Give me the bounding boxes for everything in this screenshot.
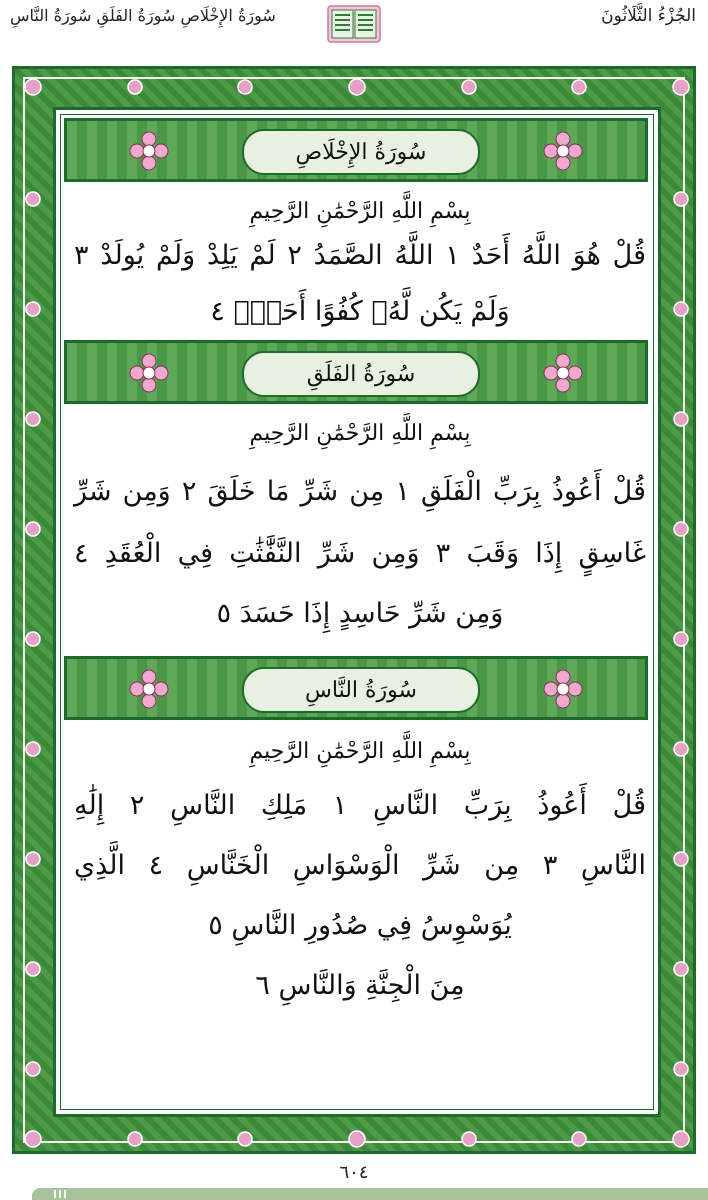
juz-title: الجُزْءُ الثَّلَاثُونَ xyxy=(601,6,696,26)
verse-line: يُوَسْوِسُ فِي صُدُورِ النَّاسِ ٥ xyxy=(208,910,512,941)
verse-line: غَاسِقٍ إِذَا وَقَبَ ٣ وَمِن شَرِّ النَّفَّٰثَٰتِ فِي الْعُقَدِ ٤ xyxy=(74,538,646,569)
basmala: بِسْمِ اللَّهِ الرَّحْمَٰنِ الرَّحِيمِ xyxy=(249,739,471,764)
surah-banner-nas xyxy=(64,656,648,720)
surah-title: سُورَةُ النَّاسِ xyxy=(305,677,417,703)
verse-line: النَّاسِ ٣ مِن شَرِّ الْوَسْوَاسِ الْخَنَّاسِ ٤ الَّذِي xyxy=(74,850,646,881)
scroll-grip-icon[interactable] xyxy=(50,1190,70,1198)
surah-banner-ikhlas xyxy=(64,118,648,182)
verse-line: قُلْ هُوَ اللَّهُ أَحَدٌ ١ اللَّهُ الصَّمَدُ ٢ لَمْ يَلِدْ وَلَمْ يُولَدْ ٣ xyxy=(74,240,646,271)
mushaf-page xyxy=(53,107,661,1117)
surah-title-cartouche xyxy=(242,129,480,175)
surah-title-cartouche xyxy=(242,667,480,713)
surah-title-cartouche xyxy=(242,351,480,397)
quran-book-icon[interactable] xyxy=(326,4,382,44)
rosette-icon xyxy=(127,351,171,395)
rosette-icon xyxy=(127,129,171,173)
surah-banner-falaq xyxy=(64,340,648,404)
surah-names-header: سُورَةُ الإِخْلَاصِ سُورَةُ الفَلَقِ سُورَةُ النَّاسِ xyxy=(10,6,276,25)
ornamental-frame xyxy=(12,66,696,1154)
page-number: ٦٠٤ xyxy=(339,1162,369,1183)
surah-title: سُورَةُ الفَلَقِ xyxy=(306,361,416,387)
surah-title: سُورَةُ الإِخْلَاصِ xyxy=(295,139,427,165)
rosette-icon xyxy=(541,129,585,173)
verse-line: وَمِن شَرِّ حَاسِدٍ إِذَا حَسَدَ ٥ xyxy=(216,598,504,629)
verse-line: قُلْ أَعُوذُ بِرَبِّ الْفَلَقِ ١ مِن شَرِّ مَا خَلَقَ ٢ وَمِن شَرِّ xyxy=(74,476,646,507)
verse-line: مِنَ الْجِنَّةِ وَالنَّاسِ ٦ xyxy=(255,970,465,1001)
basmala: بِسْمِ اللَّهِ الرَّحْمَٰنِ الرَّحِيمِ xyxy=(249,199,471,224)
rosette-icon xyxy=(541,667,585,711)
basmala: بِسْمِ اللَّهِ الرَّحْمَٰنِ الرَّحِيمِ xyxy=(249,421,471,446)
verse-line: وَلَمْ يَكُن لَّهُۥ كُفُوًا أَحَدٌۢ ٤ xyxy=(210,296,510,327)
rosette-icon xyxy=(127,667,171,711)
page-scrollbar[interactable] xyxy=(32,1188,708,1200)
rosette-icon xyxy=(541,351,585,395)
page-header xyxy=(0,0,708,46)
verse-line: قُلْ أَعُوذُ بِرَبِّ النَّاسِ ١ مَلِكِ النَّاسِ ٢ إِلَٰهِ xyxy=(74,790,646,821)
